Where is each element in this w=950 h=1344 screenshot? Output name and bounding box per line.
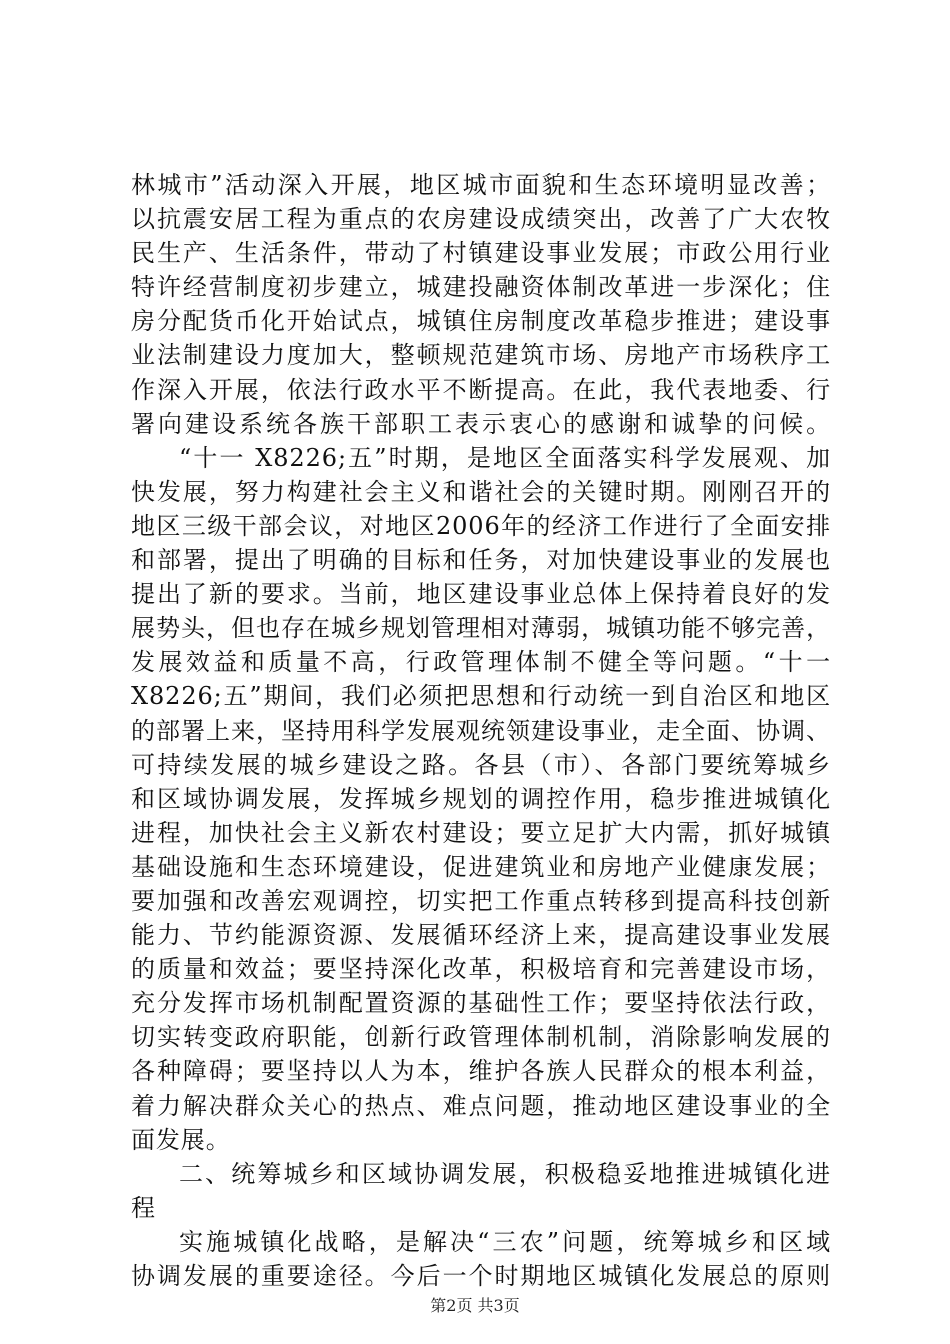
text-line: 的质量和效益；要坚持深化改革，积极培育和完善建设市场， [131, 955, 831, 984]
text-line: 要加强和改善宏观调控，切实把工作重点转移到提高科技创新 [131, 886, 831, 915]
paragraph-first-line: 实施城镇化战略，是解决“三农”问题，统筹城乡和区域 [179, 1227, 831, 1256]
text-line: 林城市”活动深入开展，地区城市面貌和生态环境明显改善； [131, 171, 831, 199]
paragraph-first-line: “十一 X8226;五”时期，是地区全面落实科学发展观、加 [179, 443, 831, 472]
text-line: 和区域协调发展，发挥城乡规划的调控作用，稳步推进城镇化 [131, 784, 831, 813]
text-line: 地区三级干部会议，对地区2006年的经济工作进行了全面安排 [131, 511, 831, 540]
text-line: 民生产、生活条件，带动了村镇建设事业发展；市政公用行业 [131, 239, 831, 268]
text-line: 和部署，提出了明确的目标和任务，对加快建设事业的发展也 [131, 546, 831, 575]
document-body [131, 168, 831, 1293]
text-line: 以抗震安居工程为重点的农房建设成绩突出，改善了广大农牧 [131, 205, 831, 234]
text-line: 提出了新的要求。当前，地区建设事业总体上保持着良好的发 [131, 580, 831, 609]
text-line: 快发展，努力构建社会主义和谐社会的关键时期。刚刚召开的 [131, 477, 831, 506]
text-line: 业法制建设力度加大，整顿规范建筑市场、房地产市场秩序工 [131, 341, 831, 370]
text-line: 切实转变政府职能，创新行政管理体制机制，消除影响发展的 [131, 1023, 831, 1052]
text-line: X8226;五”期间，我们必须把思想和行动统一到自治区和地区 [131, 682, 831, 711]
text-line: 能力、节约能源资源、发展循环经济上来，提高建设事业发展 [131, 921, 831, 950]
text-line: 充分发挥市场机制配置资源的基础性工作；要坚持依法行政， [131, 989, 831, 1018]
text-line: 可持续发展的城乡建设之路。各县（市）、各部门要统筹城乡 [131, 750, 831, 779]
page-number-footer: 第2页 共3页 [430, 1296, 520, 1315]
paragraph-last-line: 面发展。 [131, 1125, 231, 1154]
text-line: 的部署上来，坚持用科学发展观统领建设事业，走全面、协调、 [131, 716, 831, 745]
text-line: 协调发展的重要途径。今后一个时期地区城镇化发展总的原则 [131, 1262, 831, 1290]
text-line: 署向建设系统各族干部职工表示衷心的感谢和诚挚的问候。 [131, 409, 831, 438]
text-line: 作深入开展，依法行政水平不断提高。在此，我代表地委、行 [131, 375, 831, 404]
text-line: 房分配货币化开始试点，城镇住房制度改革稳步推进；建设事 [131, 307, 831, 336]
text-line: 展势头，但也存在城乡规划管理相对薄弱，城镇功能不够完善， [131, 614, 831, 643]
text-line: 着力解决群众关心的热点、难点问题，推动地区建设事业的全 [131, 1091, 831, 1120]
text-line: 基础设施和生态环境建设，促进建筑业和房地产业健康发展； [131, 852, 831, 881]
section-heading: 二、统筹城乡和区域协调发展，积极稳妥地推进城镇化进 [179, 1159, 831, 1188]
text-line: 各种障碍；要坚持以人为本，维护各族人民群众的根本利益， [131, 1057, 831, 1086]
section-heading-continued: 程 [131, 1193, 156, 1222]
text-line: 进程，加快社会主义新农村建设；要立足扩大内需，抓好城镇 [131, 818, 831, 847]
text-line: 发展效益和质量不高，行政管理体制不健全等问题。“十一 [131, 648, 831, 677]
text-line: 特许经营制度初步建立，城建投融资体制改革进一步深化；住 [131, 273, 831, 302]
